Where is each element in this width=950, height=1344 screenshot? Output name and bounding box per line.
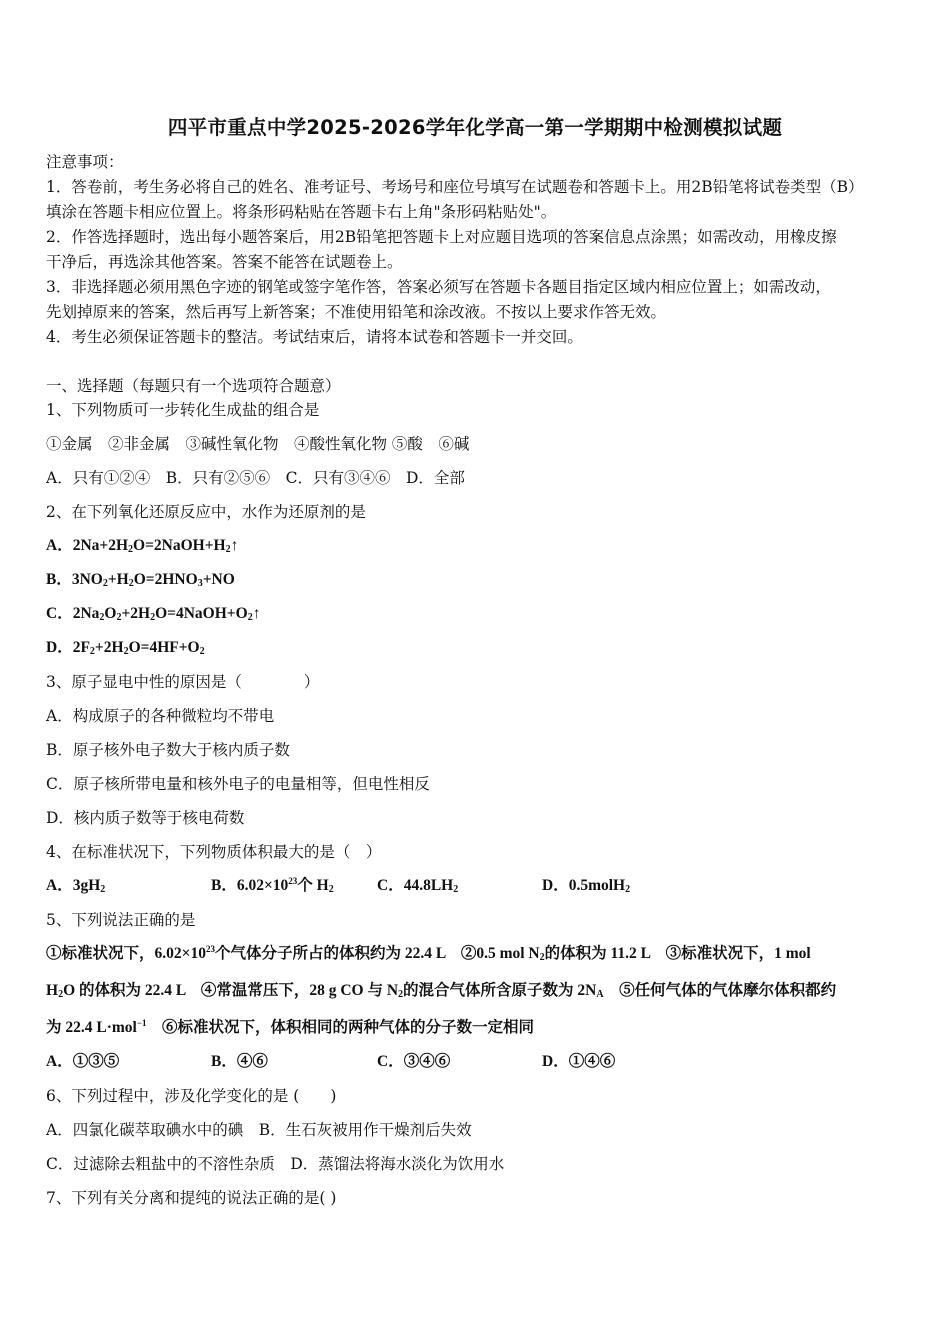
page-title: 四平市重点中学2025-2026学年化学高一第一学期期中检测模拟试题 <box>167 116 783 139</box>
question-7-stem: 7、下列有关分离和提纯的说法正确的是( ) <box>46 1189 337 1207</box>
question-5-option-d: D．①④⑥ <box>542 1053 616 1070</box>
notice-heading: 注意事项： <box>46 153 124 171</box>
question-4-option-a: A．$3gH_2$ <box>46 877 106 895</box>
question-3-option-a: A．构成原子的各种微粒均不带电 <box>46 707 275 725</box>
section-heading: 一、选择题（每题只有一个选项符合题意） <box>46 377 341 395</box>
question-5-stem: 5、下列说法正确的是 <box>46 911 196 929</box>
question-1-options: A．只有①②④ B．只有②⑤⑥ C．只有③④⑥ D．全部 <box>46 469 465 487</box>
question-3-option-c: C．原子核所带电量和核外电子的电量相等，但电性相反 <box>46 775 430 793</box>
question-5-statement-line: $H_2O$ 的体积为 22.4 L ④常温常压下，28 g CO 与 $N_2$的混合气体所含原子数为 $2N_A$ ⑤任何气体的气体摩尔体积都约 <box>46 982 837 1000</box>
question-3-stem: 3、原子显电中性的原因是（ ） <box>46 673 320 691</box>
question-6-stem: 6、下列过程中，涉及化学变化的是 ( ) <box>46 1087 337 1105</box>
notice-line: 3．非选择题必须用黑色字迹的钢笔或签字笔作答，答案必须写在答题卡各题目指定区域内相应位置上；如需改动， <box>46 278 831 296</box>
notice-line: 2．作答选择题时，选出每小题答案后，用2B铅笔把答题卡上对应题目选项的答案信息点涂黑；如需改动，用橡皮擦 <box>46 228 837 246</box>
question-3-option-d: D．核内质子数等于核电荷数 <box>46 809 245 827</box>
question-2-option-d: D．$2F_2+2H_2O=4HF+O_2$ <box>46 639 205 657</box>
question-2-option-c: C．$2Na_2O_2+2H_2O=4NaOH+O_2↑$ <box>46 605 261 623</box>
question-5-option-a: A．①③⑤ <box>46 1053 120 1070</box>
question-2-option-a: A．$2Na+2H_2O=2NaOH+H_2↑$ <box>46 537 239 555</box>
question-6-options-line: C．过滤除去粗盐中的不溶性杂质 D．蒸馏法将海水淡化为饮用水 <box>46 1155 505 1173</box>
notice-line: 1．答卷前，考生务必将自己的姓名、准考证号、考场号和座位号填写在试题卷和答题卡上。用2B铅笔将试卷类型（B） <box>46 178 864 196</box>
notice-line: 干净后，再选涂其他答案。答案不能答在试题卷上。 <box>46 253 403 271</box>
question-2-option-b: B．$3NO_2+H_2O=2HNO_3+NO$ <box>46 571 235 589</box>
question-6-options-line: A．四氯化碳萃取碘水中的碘 B．生石灰被用作干燥剂后失效 <box>46 1121 472 1139</box>
question-1-items: ①金属 ②非金属 ③碱性氧化物 ④酸性氧化物 ⑤酸 ⑥碱 <box>46 435 470 453</box>
question-4-option-c: C．$44.8LH_2$ <box>377 877 459 895</box>
question-3-option-b: B．原子核外电子数大于核内质子数 <box>46 741 290 759</box>
notice-line: 先划掉原来的答案，然后再写上新答案；不准使用铅笔和涂改液。不按以上要求作答无效。 <box>46 303 667 321</box>
question-4-option-b: B．$6.02\times 10^{23}$个 $H_2$ <box>211 876 334 895</box>
question-1-stem: 1、下列物质可一步转化生成盐的组合是 <box>46 401 320 419</box>
question-5-statement-line: ①标准状况下，$6.02\times 10^{23}$个气体分子所占的体积约为 22.4 L ②0.5 mol $N_2$的体积为 11.2 L ③标准状况下，1 mol <box>46 944 811 963</box>
question-5-statement-line: 为 22.4 L·mol$^{-1}$ ⑥标准状况下，体积相同的两种气体的分子数一定相同 <box>46 1018 535 1036</box>
question-4-stem: 4、在标准状况下，下列物质体积最大的是（ ） <box>46 843 382 861</box>
notice-line: 4．考生必须保证答题卡的整洁。考试结束后，请将本试卷和答题卡一并交回。 <box>46 328 583 346</box>
question-5-option-c: C．③④⑥ <box>377 1053 451 1070</box>
question-4-option-d: D．0.5molH$_2$ <box>542 877 631 895</box>
question-2-stem: 2、在下列氧化还原反应中，水作为还原剂的是 <box>46 503 366 521</box>
question-5-option-b: B．④⑥ <box>211 1053 268 1070</box>
notice-line: 填涂在答题卡相应位置上。将条形码粘贴在答题卡右上角"条形码粘贴处"。 <box>46 203 557 221</box>
